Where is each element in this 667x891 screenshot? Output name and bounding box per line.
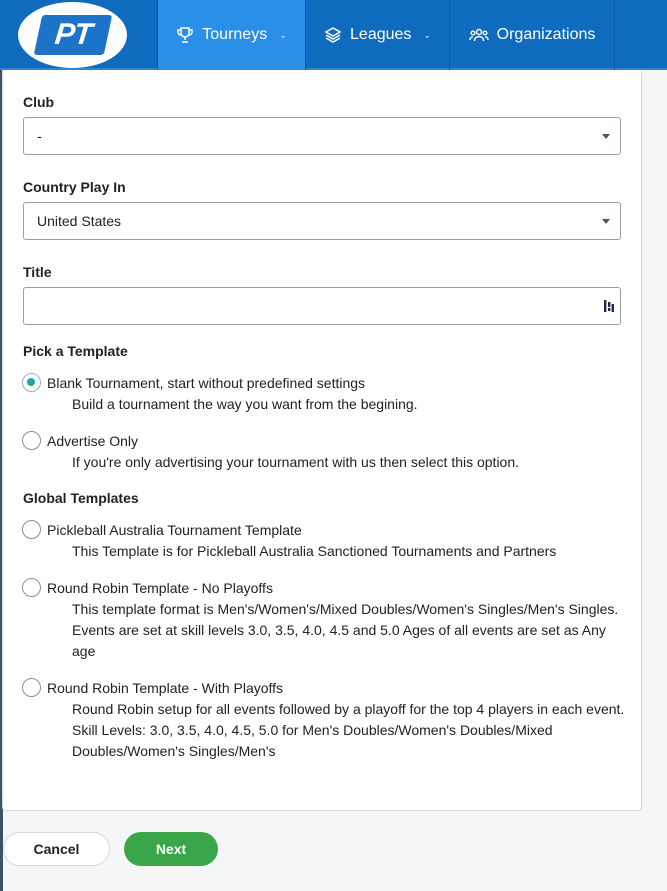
radio-advertise-only[interactable] (22, 431, 41, 450)
title-field[interactable] (23, 287, 621, 325)
top-navbar (0, 0, 667, 70)
password-manager-icon[interactable] (603, 298, 615, 314)
nav-item-organizations[interactable] (449, 0, 614, 70)
logo[interactable] (18, 2, 127, 68)
radio-pickleball-australia[interactable] (22, 520, 41, 539)
users-icon (469, 27, 489, 43)
radio-round-robin-with-playoffs[interactable] (22, 678, 41, 697)
radio-blank-tournament[interactable] (22, 373, 41, 392)
cancel-button[interactable]: Cancel (3, 832, 110, 866)
option-desc: This Template is for Pickleball Australia Sanctioned Tournaments and Partners (72, 543, 557, 559)
nav-item-tourneys[interactable] (157, 0, 305, 70)
option-desc: If you're only advertising your tournament with us then select this option. (72, 454, 520, 470)
nav-item-label: Leagues (350, 26, 412, 43)
nav-divider (614, 0, 615, 70)
title-input[interactable] (37, 298, 597, 314)
nav-item-label: Organizations (496, 26, 596, 43)
chevron-down-icon: ⌄ (279, 29, 287, 40)
country-select-value: United States (37, 213, 122, 229)
club-label: Club (23, 94, 55, 110)
title-label: Title (23, 264, 52, 280)
option-title: Round Robin Template - No Playoffs (47, 580, 273, 596)
option-desc: This template format is Men's/Women's/Mixed Doubles/Women's Singles/Men's Singles. Events are set at skill levels 3.0, 3.5, 4.0, 4.5 and 5.0 Ages of all events are set as Any age (72, 601, 619, 659)
pick-template-heading: Pick a Template (23, 343, 128, 359)
nav-item-label: Tourneys (202, 26, 268, 43)
caret-down-icon (602, 219, 610, 224)
layers-icon (324, 26, 342, 44)
country-select[interactable] (23, 202, 621, 240)
club-select[interactable] (23, 117, 621, 155)
next-button[interactable]: Next (124, 832, 218, 866)
logo-text: PT (52, 18, 93, 51)
club-select-value: - (37, 128, 42, 144)
trophy-icon (176, 26, 194, 44)
chevron-down-icon: ⌄ (423, 29, 431, 40)
option-title: Pickleball Australia Tournament Template (47, 522, 302, 538)
nav-item-leagues[interactable] (305, 0, 449, 70)
option-desc: Round Robin setup for all events followed by a playoff for the top 4 players in each event. Skill Levels: 3.0, 3.5, 4.0, 4.5, 5.0 for Men's Doubles/Women's Doubles/Mixed Doubles/Women's Singles/Men's (72, 701, 625, 759)
option-desc: Build a tournament the way you want from the begining. (72, 396, 418, 412)
country-label: Country Play In (23, 179, 126, 195)
logo-badge (33, 15, 112, 55)
option-title: Round Robin Template - With Playoffs (47, 680, 284, 696)
caret-down-icon (602, 134, 610, 139)
radio-round-robin-no-playoffs[interactable] (22, 578, 41, 597)
option-title: Advertise Only (47, 433, 139, 449)
global-templates-heading: Global Templates (23, 490, 139, 506)
option-title: Blank Tournament, start without predefined settings (47, 375, 366, 391)
